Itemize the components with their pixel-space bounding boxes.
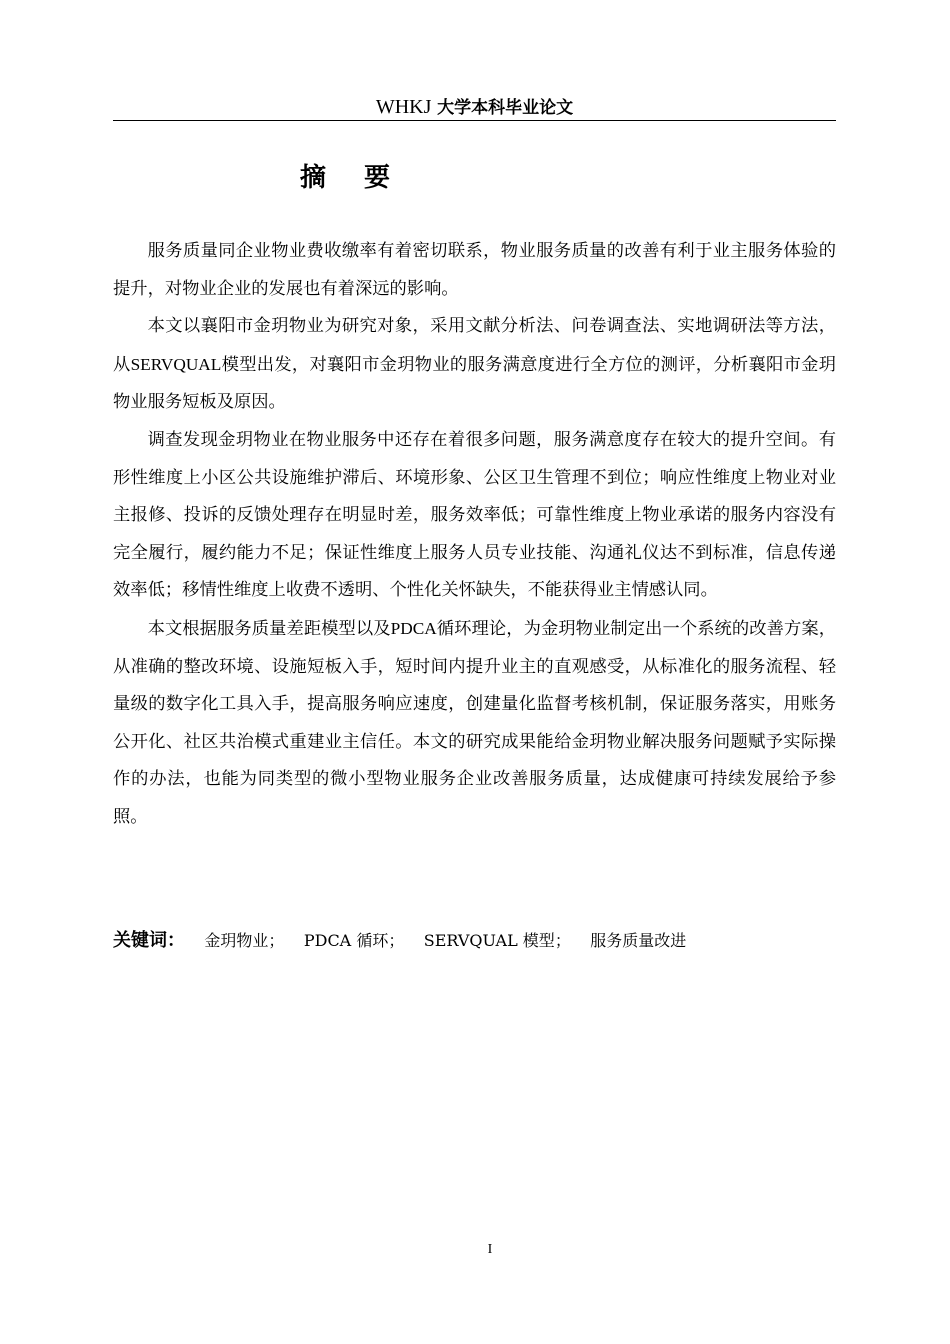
header-rule (113, 120, 836, 121)
keyword-item: PDCA 循环 (303, 931, 389, 950)
abstract-body (113, 233, 836, 837)
paragraph-text: 本文以襄阳市金玥物业为研究对象，采用文献分析法、问卷调查法、实地调研法等方法，从 (113, 316, 836, 375)
keyword-item: 金玥物业 (204, 931, 269, 950)
abstract-paragraph-4 (113, 610, 836, 837)
header-title-text: 大学本科毕业论文 (437, 98, 574, 118)
paragraph-text: 本文根据服务质量差距模型以及 (147, 618, 391, 639)
page-header (113, 95, 836, 119)
abstract-paragraph-3 (113, 422, 836, 610)
keyword-separator: ； (388, 931, 405, 950)
keyword-item: SERVQUAL 模型 (423, 931, 555, 950)
keyword-item: 服务质量改进 (590, 931, 687, 950)
paragraph-text: 循环理论，为金玥物业制定出一个系统的改善方案，从准确的整改环境、设施短板入手，短时间内提升业主的直观感受，从标准化的服务流程、轻量级的数字化工具入手，提高服务响应速度，创建量化监督考核机制，保证服务落实，用账务公开化、社区共治模式重建业主信任。本文的研究成果能给金玥物业解决服务问题赋予实际操作的办法，也能为同类型的微小型物业服务企业改善服务质量，达成健康可持续发展给予参照。 (113, 618, 836, 827)
header-latin-text: WHKJ (375, 96, 432, 118)
paragraph-text: 调查发现金玥物业在物业服务中还存在着很多问题，服务满意度存在较大的提升空间。有形性维度上小区公共设施维护滞后、环境形象、公区卫生管理不到位；响应性维度上物业对业主报修、投诉的反馈处理存在明显时差，服务效率低；可靠性维度上物业承诺的服务内容没有完全履行，履约能力不足；保证性维度上服务人员专业技能、沟通礼仪达不到标准，信息传递效率低；移情性维度上收费不透明、个性化关怀缺失，不能获得业主情感认同。 (113, 429, 836, 601)
keywords-label: 关键词： (113, 930, 185, 951)
abstract-paragraph-1 (113, 233, 836, 308)
paragraph-text: 服务质量同企业物业费收缴率有着密切联系，物业服务质量的改善有利于业主服务体验的提升，对物业企业的发展也有着深远的影响。 (113, 241, 836, 299)
keyword-separator: ； (554, 931, 571, 950)
abstract-title: 摘要 (300, 163, 429, 193)
paragraph-text: 模型出发，对襄阳市金玥物业的服务满意度进行全方位的测评，分析襄阳市金玥物业服务短板及原因。 (113, 354, 836, 413)
abstract-paragraph-2 (113, 308, 836, 422)
keyword-separator: ； (268, 931, 285, 950)
page-number: I (487, 1242, 493, 1257)
keywords-line (113, 926, 836, 956)
paragraph-term-pdca: PDCA (390, 618, 437, 638)
paragraph-term-servqual: SERVQUAL (130, 354, 222, 374)
